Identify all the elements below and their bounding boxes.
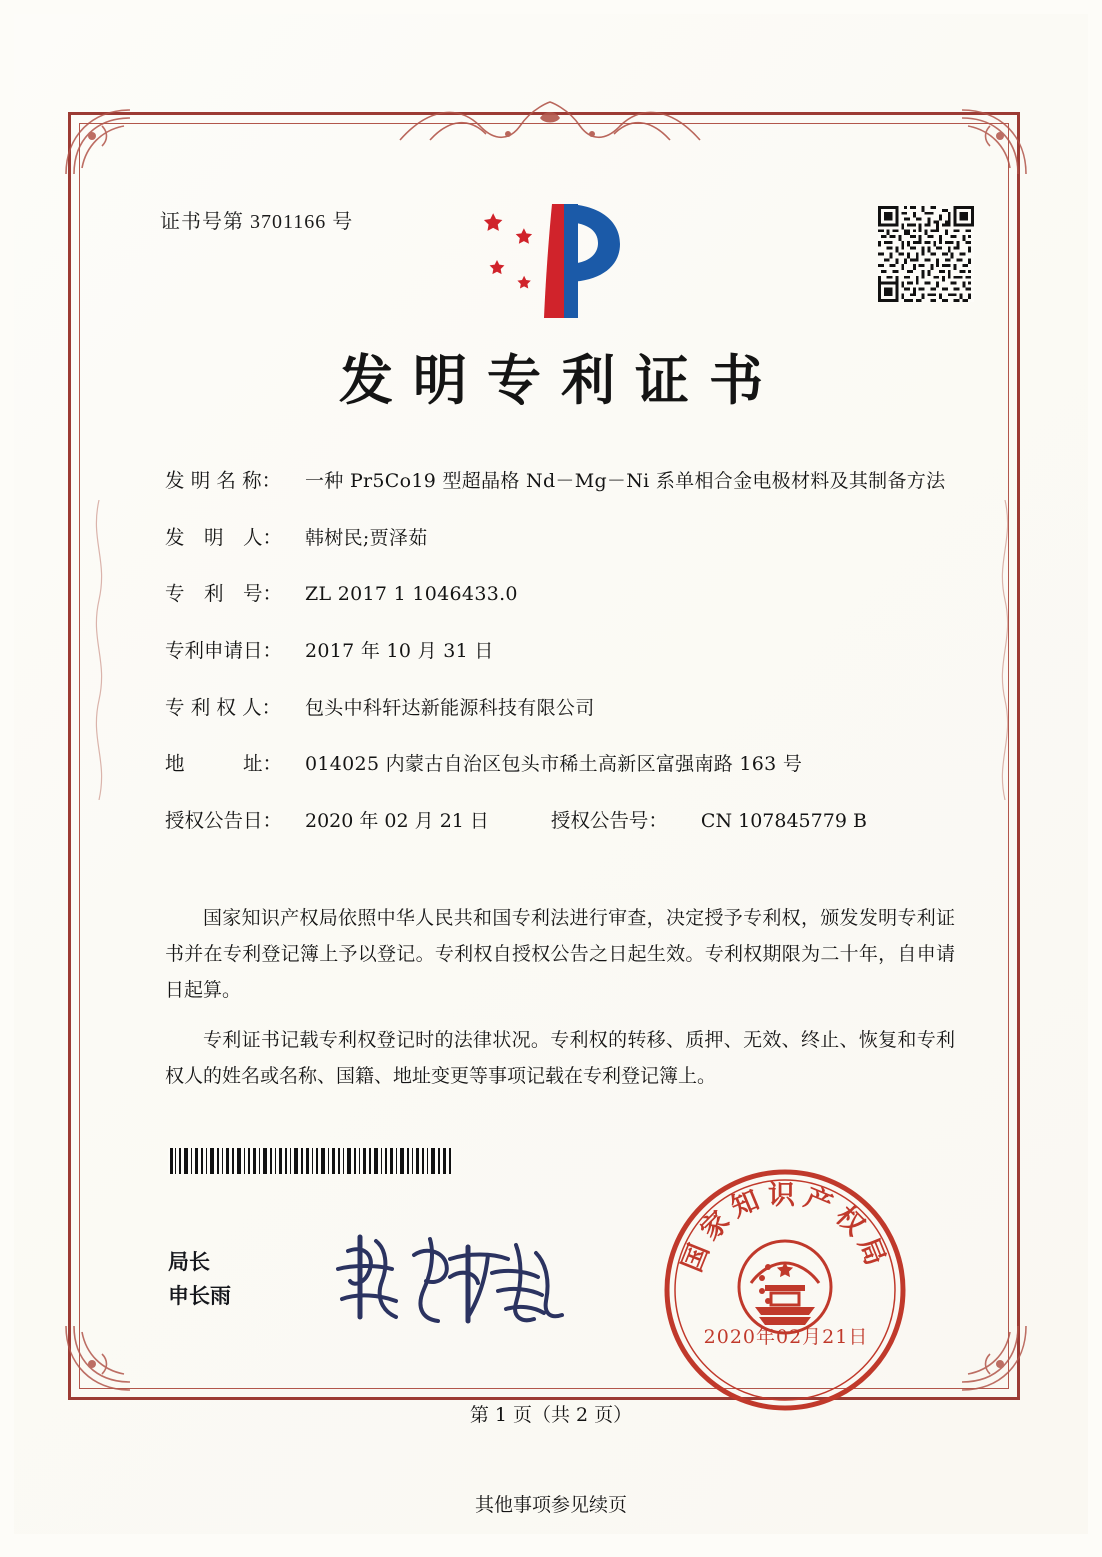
field-label: 发 明 人： [165, 525, 283, 549]
side-ornament-right [992, 500, 1018, 800]
field-row-invention-name [165, 468, 965, 494]
corner-ornament-top-right [958, 106, 1030, 178]
field-row-grant [165, 808, 965, 834]
page-indicator: 第 1 页（共 2 页） [469, 1404, 633, 1426]
grant-date-label: 授权公告日： [165, 809, 283, 833]
field-row-address [165, 751, 965, 777]
director-name-label: 申长雨 [168, 1283, 231, 1308]
field-row-inventor [165, 525, 965, 551]
page-title: 发明专利证书 [339, 348, 783, 412]
top-flourish-ornament [390, 96, 710, 152]
side-ornament-left [86, 500, 112, 800]
certificate-number: 证书号第 3701166 号 [160, 211, 354, 233]
fields-list [165, 468, 965, 860]
field-value: 2017 年 10 月 31 日 [305, 640, 494, 663]
paragraph-2: 专利证书记载专利权登记时的法律状况。专利权的转移、质押、无效、终止、恢复和专利权人的姓名或名称、国籍、地址变更等事项记载在专利登记簿上。 [165, 1029, 955, 1087]
corner-ornament-top-left [62, 106, 134, 178]
director-role-label: 局长 [168, 1249, 210, 1274]
grant-number-value: CN 107845779 B [700, 810, 867, 833]
field-label: 专 利 号： [165, 582, 283, 606]
field-label: 地 址： [165, 752, 283, 776]
legal-text [165, 900, 955, 1108]
seal-date: 2020年02月21日 [703, 1326, 869, 1348]
field-label: 专利申请日： [165, 639, 283, 663]
corner-ornament-bottom-right [958, 1322, 1030, 1394]
seal-ring-text: 国家知识产权局 [676, 1180, 894, 1277]
grant-date-value: 2020 年 02 月 21 日 [305, 810, 489, 833]
footer-note: 其他事项参见续页 [474, 1494, 627, 1516]
corner-ornament-bottom-left [62, 1322, 134, 1394]
official-seal [660, 1165, 910, 1415]
grant-number-label: 授权公告号： [550, 809, 668, 833]
field-value: 包头中科轩达新能源科技有限公司 [305, 696, 595, 719]
qr-code-icon [878, 206, 974, 302]
field-label: 发 明 名 称： [165, 469, 282, 492]
field-row-patent-number [165, 581, 965, 607]
cnipa-logo-icon [480, 196, 640, 326]
field-label: 专 利 权 人： [165, 695, 282, 719]
handwritten-signature [330, 1225, 590, 1335]
field-row-patentee [165, 695, 965, 721]
field-value: 一种 Pr5Co19 型超晶格 Nd－Mg－Ni 系单相合金电极材料及其制备方法 [305, 470, 946, 492]
field-value: ZL 2017 1 1046433.0 [305, 583, 518, 606]
field-value: 韩树民;贾泽茹 [305, 526, 428, 549]
barcode-icon [168, 1148, 453, 1174]
signature-labels [168, 1245, 231, 1313]
paragraph-1: 国家知识产权局依照中华人民共和国专利法进行审查，决定授予专利权，颁发发明专利证书并在专利登记簿上予以登记。专利权自授权公告之日起生效。专利权期限为二十年，自申请日起算。 [165, 907, 955, 1001]
field-value: 014025 内蒙古自治区包头市稀土高新区富强南路 163 号 [305, 753, 803, 776]
field-row-application-date [165, 638, 965, 664]
